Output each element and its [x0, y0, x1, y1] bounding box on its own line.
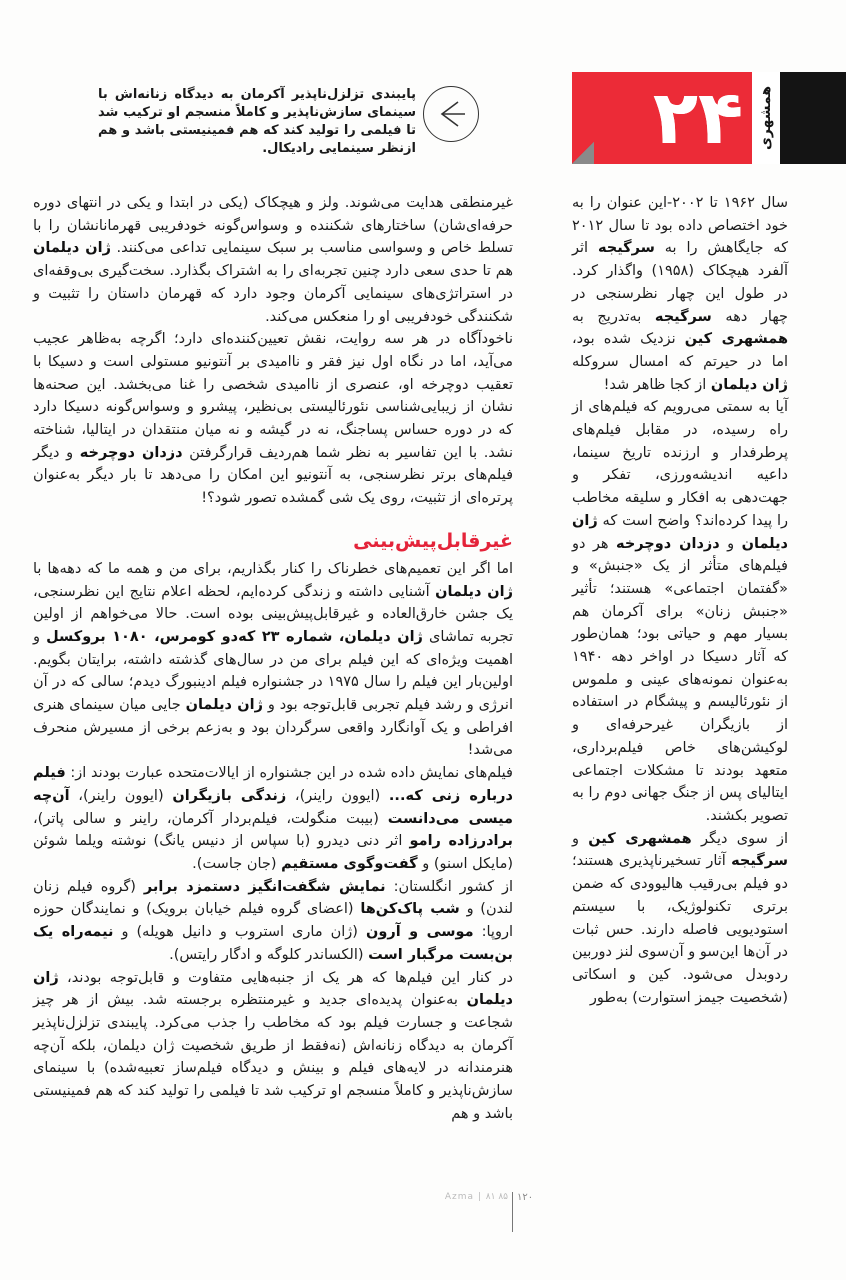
paragraph: سال ۱۹۶۲ تا ۲۰۰۲-این عنوان را به خود اختصاص داده بود تا سال ۲۰۱۲ که جایگاهش را به سرگیجه اثر آلفرد هیچکاک (۱۹۵۸) واگذار کرد. در طول این چهار نظرسنجی در چهار دهه سرگیجه به‌تدریج به همشهری کین نزدیک شده بود، اما در حیرتم که امسال سروکله ژان دیلمان از کجا ظاهر شد!: [572, 195, 789, 393]
logo-label: همشهری: [752, 72, 780, 164]
paragraph: غیرمنطقی هدایت می‌شوند. ولز و هیچکاک (یکی در ابتدا و یکی در انتهای دوره حرفه‌ای‌شان) ساختارهای شکننده و وسواس‌گونه خودفریبی قهرمانانشان را با تسلط خاص و وسواسی مناسب بر سبک سینمایی تداعی می‌کنند. ژان دیلمان هم تا حدی سعی دارد چنین تجربه‌ای را به اشتراک بگذارد. سخت‌گیری بی‌وقفه‌ای در استراتژی‌های سینمایی آکرمان وجود دارد که قهرمان داستان را تثبیت و شکنندگی خودفریبی او را منعکس می‌کند.: [33, 195, 513, 325]
section-heading: غیرقابل‌پیش‌بینی: [353, 529, 513, 552]
paragraph: از سوی دیگر همشهری کین و سرگیجه آثار تسخیرناپذیری هستند؛ دو فیلم بی‌رقیب هالیوودی که ضمن برتری تکنولوژیک، با سیستم استودیویی فاصله دارند. حس ثبات در آن‌ها این‌سو و آن‌سوی لنز دوربین ردوبدل می‌شود. کین و اسکاتی (شخصیت جیمز استوارت) به‌طور: [572, 830, 788, 1006]
pull-quote: پایبندی تزلزل‌ناپذیر آکرمان به دیدگاه زنانه‌اش با سینمای سازش‌ناپذیر و کاملاً منسجم او ترکیب شد تا فیلمی را تولید کند که هم فمینیستی باشد و هم ازنظر سینمایی رادیکال.: [98, 87, 416, 156]
page-footer: [420, 1192, 534, 1232]
arrow-left-circle-icon: [423, 86, 479, 142]
paragraph: آیا به سمتی می‌رویم که فیلم‌های از راه رسیده، در مقابل فیلم‌های پرطرفدار و ارزنده تاریخ سینما، داعیه اندیشه‌ورزی، تفکر و جهت‌دهی به افکار و سلیقه مخاطب را پیدا کرده‌اند؟ واضح است که ژان دیلمان و دزدان دوچرخه هر دو فیلم‌های متأثر از یک «جنبش» و «گفتمان اجتماعی» هستند؛ تأثیر «جنبش زنان» برای آکرمان هم بسیار مهم و حیاتی بود؛ همان‌طور که آثار دسیکا در اواخر دهه ۱۹۴۰ به‌عنوان نمونه‌های عینی و ملموس از نئورئالیسم و پیشگام در استفاده از بازیگران غیرحرفه‌ای و لوکیشن‌های خاص فیلم‌برداری، متعهد بودند تا مشکلات اجتماعی ایتالیای پس از جنگ جهانی دوم را به تصویر بکشند.: [572, 399, 788, 824]
paragraph: در کنار این فیلم‌ها که هر یک از جنبه‌هایی متفاوت و قابل‌توجه بودند، ژان دیلمان به‌عنوان پدیده‌ای جدید و غیرمنتظره برجسته شد. بیش از هر چیز شجاعت و جسارت فیلم بود که مخاطب را جذب می‌کرد. پایبندی تزلزل‌ناپذیر آکرمان به دیدگاه زنانه‌اش (نه‌فقط از طریق شخصیت ژان دیلمان، بلکه آن‌چه هنرمندانه در لایه‌های فیلم و بینش و دیدگاه فیلم‌ساز تعبیه‌شده) با سینمای سازش‌ناپذیر و کاملاً منسجم او ترکیب شد تا فیلمی را تولید کند که هم فمینیستی باشد و هم: [33, 969, 513, 1122]
main-column: [33, 192, 513, 1125]
paragraph: ناخودآگاه در هر سه روایت، نقش تعیین‌کننده‌ای دارد؛ اگرچه به‌ظاهر عجیب می‌آید، اما در نگاه اول نیز فقر و ناامیدی بر آنتونیو مستولی است و دسیکا با تعقیب دوچرخه او، عنصری از ناامیدی شخصی را غنا می‌بخشد. این صحنه‌ها نشان از زیبایی‌شناسی نئورئالیستی بی‌نظیر، پیشرو و وسواس‌گونه دسیکا دارد که در دوره حساس پساجنگ، نه در گیشه و نه میان منتقدان در ایتالیا، شناخته نشد. با این تفاسیر به نظر شما هم‌ردیف قرارگرفتن دزدان دوچرخه و دیگر فیلم‌های برتر نظرسنجی، به آنتونیو این امکان را می‌دهد تا بار دیگر به‌عنوان پرتره‌ای از تثبیت، روی یک شی گمشده تصور شود؟!: [33, 331, 513, 507]
page-curl-icon: [572, 142, 594, 164]
footer-divider: [512, 1192, 513, 1232]
paragraph: فیلم‌های نمایش داده شده در این جشنواره از ایالات‌متحده عبارت بودند از: فیلم درباره زنی که... (ایوون راینر)، زندگی بازیگران (ایوون راینر)، آن‌چه میسی می‌دانست (بیبت منگولت، فیلم‌بردار آکرمان، راینر و سالی پاتر)، برادرزاده رامو اثر دنی دیدرو (با سپاس از دنیس یانگ) نوشته ویلما شوئن (مایکل اسنو) و گفت‌وگوی مستقیم (جان جاست).: [33, 765, 513, 872]
paragraph: اما اگر این تعمیم‌های خطرناک را کنار بگذاریم، برای من و همه ما که دهه‌ها با ژان دیلمان آشنایی داشته و زندگی کرده‌ایم، لحظه اعلام نتایج این نظرسنجی، یک جشن خارق‌العاده و غیرقابل‌پیش‌بینی بوده است. حالا می‌خواهم از اولین تجربه تماشای ژان دیلمان، شماره ۲۳ که‌دو کومرس، ۱۰۸۰ بروکسل و اهمیت ویژه‌ای که این فیلم برای من در سال‌های گذشته داشته، برایتان بگویم. اولین‌بار این فیلم را سال ۱۹۷۵ در جشنواره فیلم ادینبورگ دیدم؛ سالی که در آن انرژی و رشد فیلم تجربی قابل‌توجه بود و ژان دیلمان جایی میان سینمای هنری افراطی و یک آوانگارد واقعی سرگردان بود و به‌زعم برخی از مسیرش منحرف می‌شد!: [33, 560, 513, 759]
logo-number: ۲۴: [652, 75, 744, 161]
paragraph: از کشور انگلستان: نمایش شگفت‌انگیز دستمزد برابر (گروه فیلم زنان لندن) و شب پاک‌کن‌ها (اعضای گروه فیلم خیابان برویک) و نمایندگان حوزه اروپا: موسی و آرون (ژان ماری استروب و دانیل هویله) و نیمه‌راه یک بن‌بست مرگبار است (الکساندر کلوگه و ادگار رایتس).: [33, 878, 514, 963]
magazine-logo: [572, 72, 846, 164]
page-number: ۱۲۰: [517, 1192, 534, 1203]
right-column: [572, 192, 788, 1009]
footer-running-text: Azma | ۸۱ ۸۵: [444, 1192, 508, 1202]
